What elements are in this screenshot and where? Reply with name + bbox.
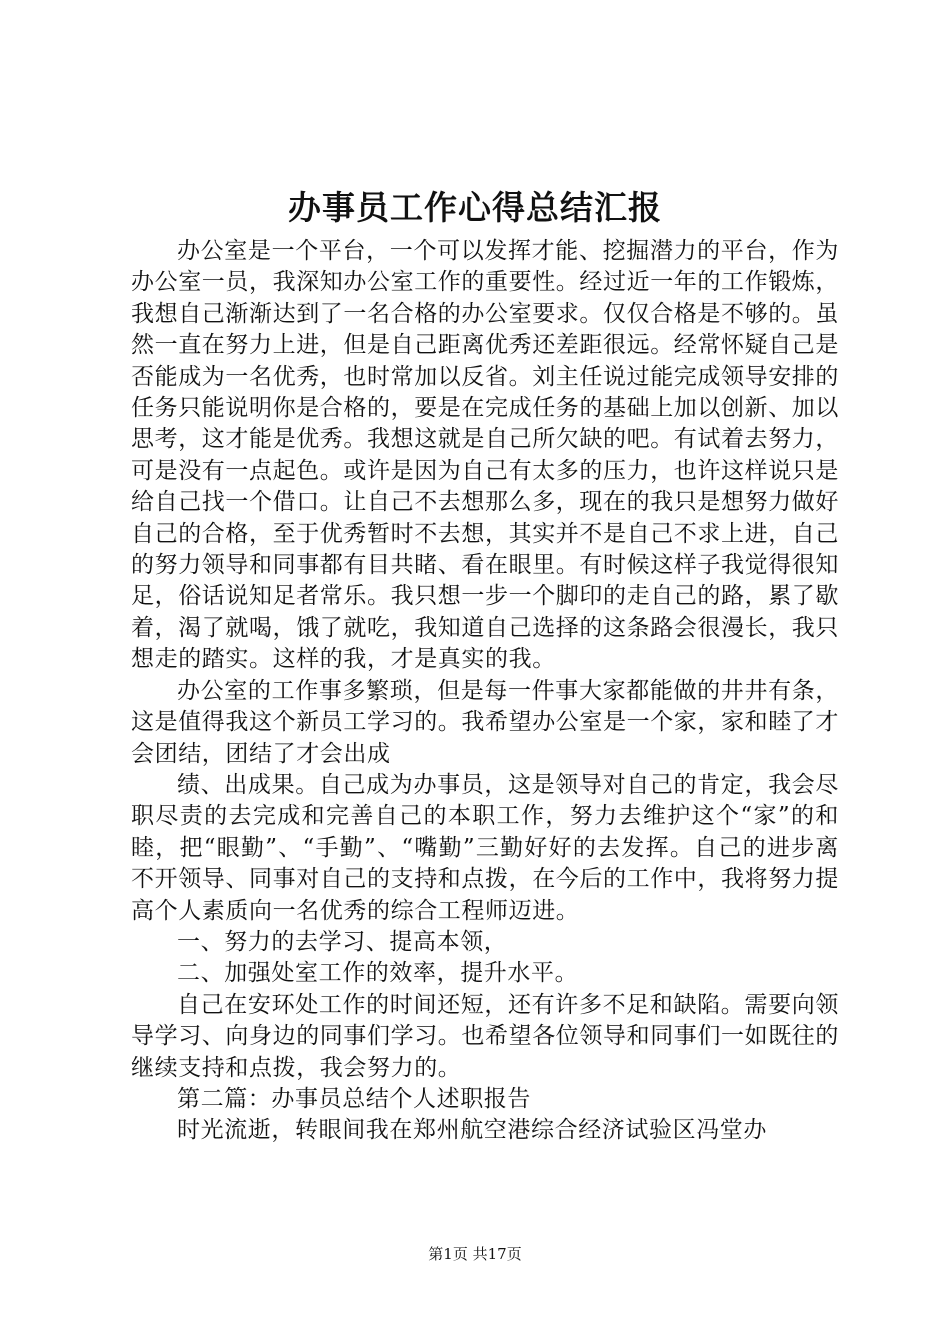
list-item-2: 二、加强处室工作的效率，提升水平。: [177, 960, 579, 987]
paragraph-2: 办公室的工作事多繁琐，但是每一件事大家都能做的井井有条，这是值得我这个新员工学习的。我希望办公室是一个家，家和睦了才会团结，团结了才会出成: [131, 677, 839, 767]
list-item-1: 一、努力的去学习、提高本领，: [177, 928, 508, 955]
document-body: [131, 236, 839, 1147]
paragraph-1: 办公室是一个平台，一个可以发挥才能、挖掘潜力的平台，作为办公室一员，我深知办公室工作的重要性。经过近一年的工作锻炼，我想自己渐渐达到了一名合格的办公室要求。仅仅合格是不够的。虽然一直在努力上进，但是自己距离优秀还差距很远。经常怀疑自己是否能成为一名优秀，也时常加以反省。刘主任说过能完成领导安排的任务只能说明你是合格的，要是在完成任务的基础上加以创新、加以思考，这才能是优秀。我想这就是自己所欠缺的吧。有试着去努力，可是没有一点起色。或许是因为自己有太多的压力，也许这样说只是给自己找一个借口。让自己不去想那么多，现在的我只是想努力做好自己的合格，至于优秀暂时不去想，其实并不是自己不求上进，自己的努力领导和同事都有目共睹、看在眼里。有时候这样子我觉得很知足，俗话说知足者常乐。我只想一步一个脚印的走自己的路，累了歇着，渴了就喝，饿了就吃，我知道自己选择的这条路会很漫长，我只想走的踏实。这样的我，才是真实的我。: [131, 238, 839, 673]
paragraph-3: 绩、出成果。自己成为办事员，这是领导对自己的肯定，我会尽职尽责的去完成和完善自己的本职工作，努力去维护这个“家”的和睦，把“眼勤”、“手勤”、“嘴勤”三勤好好的去发挥。自己的进步离不开领导、同事对自己的支持和点拨，在今后的工作中，我将努力提高个人素质向一名优秀的综合工程师迈进。: [131, 771, 839, 924]
document-title: 办事员工作心得总结汇报: [288, 188, 662, 227]
section-heading: 第二篇：办事员总结个人述职报告: [177, 1085, 531, 1112]
page-number-footer: 第1页 共17页: [428, 1245, 522, 1263]
paragraph-5: 时光流逝，转眼间我在郑州航空港综合经济试验区冯堂办: [177, 1117, 767, 1144]
paragraph-4: 自己在安环处工作的时间还短，还有许多不足和缺陷。需要向领导学习、向身边的同事们学习。也希望各位领导和同事们一如既往的继续支持和点拨，我会努力的。: [131, 991, 839, 1081]
